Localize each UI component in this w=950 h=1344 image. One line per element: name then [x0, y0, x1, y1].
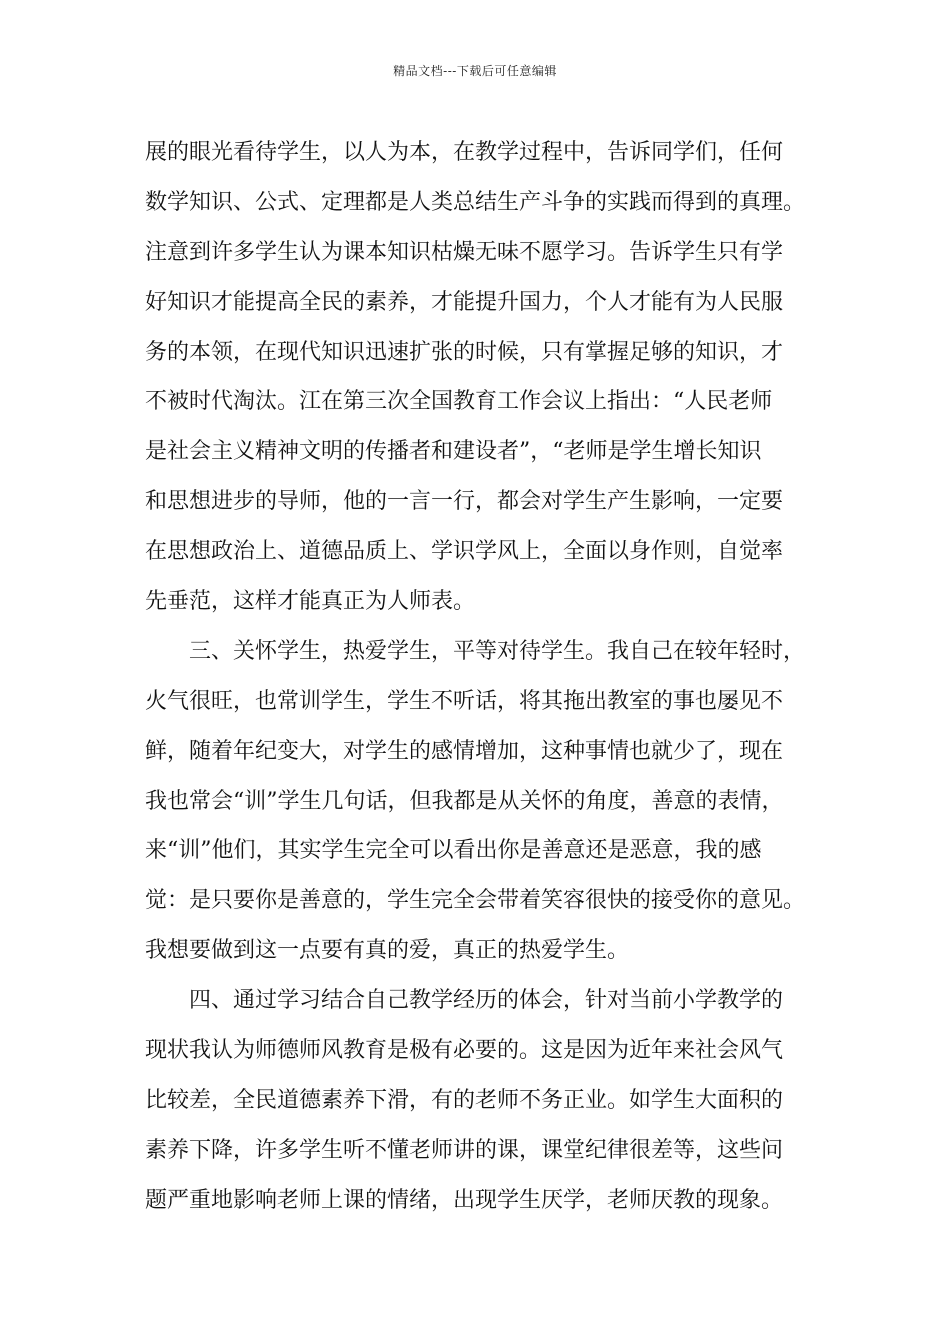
text-line: 展的眼光看待学生，以人为本，在教学过程中，告诉同学们，任何	[145, 140, 784, 165]
page-header: 精品文档---下载后可任意编辑	[393, 64, 557, 78]
document-body	[145, 128, 825, 1226]
text-line: 火气很旺，也常训学生，学生不听话，将其拖出教室的事也屡见不	[145, 688, 784, 714]
text-line: 我也常会“训”学生几句话，但我都是从关怀的角度，善意的表情，	[145, 788, 784, 814]
text-line: 是社会主义精神文明的传播者和建设者”，“老师是学生增长知识	[145, 439, 762, 465]
text-line: 不被时代淘汰。江在第三次全国教育工作会议上指出：“人民老师	[145, 389, 773, 415]
text-line: 觉：是只要你是善意的，学生完全会带着笑容很快的接受你的意见。	[145, 888, 806, 914]
paragraph-start-line: 四、通过学习结合自己教学经历的体会，针对当前小学教学的	[189, 988, 784, 1014]
text-line: 数学知识、公式、定理都是人类总结生产斗争的实践而得到的真理。	[145, 189, 806, 215]
text-line: 在思想政治上、道德品质上、学识学风上，全面以身作则，自觉率	[145, 539, 784, 565]
text-line: 比较差，全民道德素养下滑，有的老师不务正业。如学生大面积的	[145, 1087, 784, 1113]
text-line: 我想要做到这一点要有真的爱，真正的热爱学生。	[145, 938, 630, 964]
text-line: 和思想进步的导师，他的一言一行，都会对学生产生影响，一定要	[145, 489, 784, 515]
paragraph-start-line: 三、关怀学生，热爱学生，平等对待学生。我自己在较年轻时，	[189, 638, 806, 664]
text-line: 现状我认为师德师风教育是极有必要的。这是因为近年来社会风气	[145, 1038, 784, 1064]
text-line: 注意到许多学生认为课本知识枯燥无味不愿学习。告诉学生只有学	[145, 239, 784, 265]
text-line: 务的本领，在现代知识迅速扩张的时候，只有掌握足够的知识，才	[145, 339, 784, 365]
text-line: 好知识才能提高全民的素养，才能提升国力，个人才能有为人民服	[145, 289, 784, 315]
text-line: 题严重地影响老师上课的情绪，出现学生厌学，老师厌教的现象。	[145, 1187, 784, 1213]
text-line: 鲜，随着年纪变大，对学生的感情增加，这种事情也就少了，现在	[145, 738, 784, 764]
text-line: 来“训”他们，其实学生完全可以看出你是善意还是恶意，我的感	[145, 838, 762, 864]
text-line: 素养下降，许多学生听不懂老师讲的课，课堂纪律很差等，这些问	[145, 1137, 784, 1163]
text-line: 先垂范，这样才能真正为人师表。	[145, 589, 476, 615]
